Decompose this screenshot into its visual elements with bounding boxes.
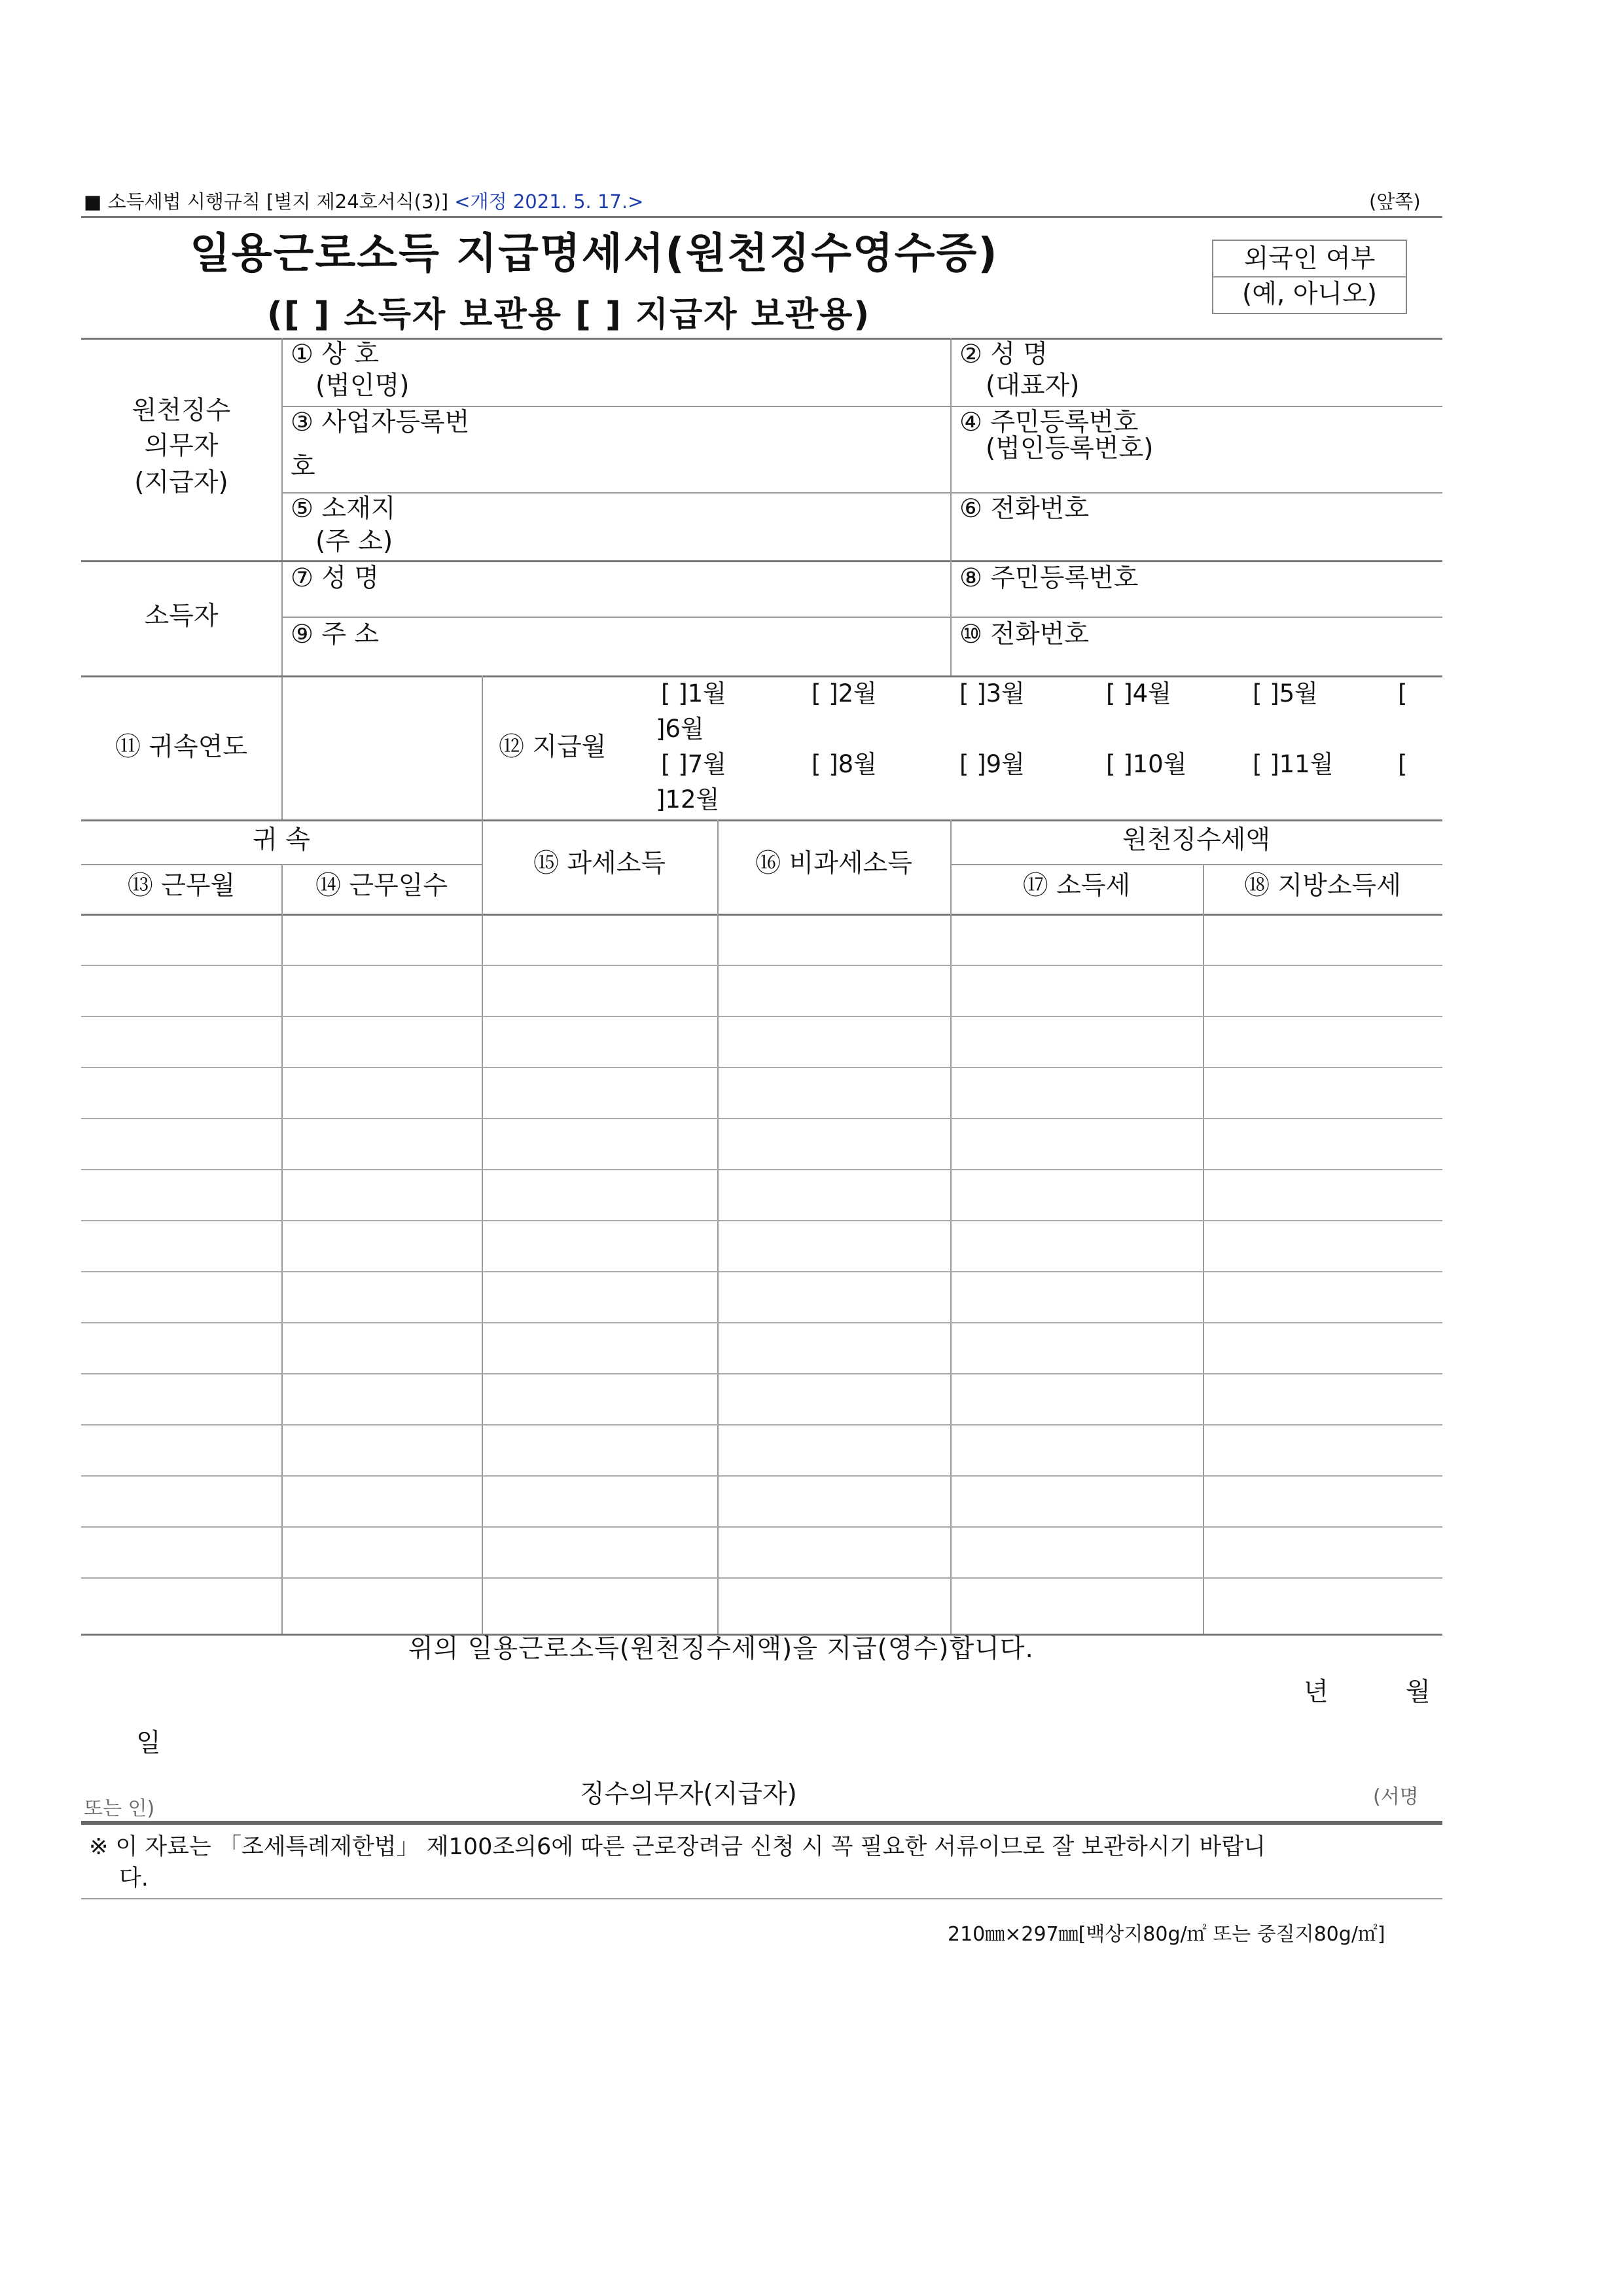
earner-section-bottom xyxy=(81,675,1442,677)
month-11[interactable]: [ ]11월 xyxy=(1253,750,1334,778)
table-row xyxy=(81,1271,1442,1272)
note-line-2: 다. xyxy=(119,1865,149,1892)
field-business-reg-no: ③ 사업자등록번 xyxy=(291,408,470,437)
field-earner-name: ⑦ 성 명 xyxy=(291,564,380,593)
field-business-reg-no-wrap: 호 xyxy=(291,452,315,482)
payer-section-bottom xyxy=(81,560,1442,562)
field-attribution-year: ⑪ 귀속연도 xyxy=(115,732,248,762)
col-divider-18 xyxy=(1203,864,1204,1634)
table-row xyxy=(81,1577,1442,1579)
table-row xyxy=(81,1016,1442,1017)
group-attribution: 귀 속 xyxy=(253,825,310,855)
table-row xyxy=(81,1067,1442,1068)
field-representative-sub: (대표자) xyxy=(986,371,1080,401)
detail-header-bottom xyxy=(81,914,1442,916)
page-side: (앞쪽) xyxy=(1369,190,1421,213)
month-6-bracket[interactable]: [ xyxy=(1398,679,1408,708)
field-earner-phone: ⑩ 전화번호 xyxy=(959,620,1090,649)
table-row xyxy=(81,1424,1442,1426)
date-month[interactable]: 월 xyxy=(1406,1677,1431,1707)
withholding-group-divider xyxy=(950,864,1442,865)
field-address-sub: (주 소) xyxy=(315,527,393,556)
month-12-bracket[interactable]: [ xyxy=(1398,750,1408,778)
field-corp-reg-no: (법인등록번호) xyxy=(986,434,1154,463)
table-row xyxy=(81,1220,1442,1221)
label-column-divider xyxy=(281,338,283,819)
col-divider-14 xyxy=(281,864,283,1634)
col-work-days: ⑭ 근무일수 xyxy=(315,871,448,901)
month-6[interactable]: ]6월 xyxy=(656,715,704,743)
foreigner-options: (예, 아니오) xyxy=(1242,279,1377,309)
field-phone: ⑥ 전화번호 xyxy=(959,494,1090,524)
earner-mid-divider xyxy=(950,560,952,675)
month-3[interactable]: [ ]3월 xyxy=(959,679,1025,708)
table-row xyxy=(81,1322,1442,1323)
payment-statement: 위의 일용근로소득(원천징수세액)을 지급(영수)합니다. xyxy=(408,1634,1034,1664)
earner-label: 소득자 xyxy=(144,601,219,631)
month-1[interactable]: [ ]1월 xyxy=(661,679,726,708)
col-nontaxable-income: ⑯ 비과세소득 xyxy=(755,849,912,878)
sign-or-seal-left: 또는 인) xyxy=(84,1797,155,1820)
col-divider-16 xyxy=(717,819,719,1634)
table-row xyxy=(81,1118,1442,1119)
foreigner-divider xyxy=(1213,276,1406,278)
form-subtitle: ([ ] 소득자 보관용 [ ] 지급자 보관용) xyxy=(267,295,871,334)
col-taxable-income: ⑮ 과세소득 xyxy=(533,849,666,878)
paper-specification: 210㎜×297㎜[백상지80g/㎡ 또는 중질지80g/㎡] xyxy=(948,1923,1385,1946)
revision-date: <개정 2021. 5. 17.> xyxy=(454,190,644,213)
payer-signature-label: 징수의무자(지급자) xyxy=(580,1780,797,1809)
payer-label-3: (지급자) xyxy=(134,468,228,497)
col-income-tax: ⑰ 소득세 xyxy=(1022,871,1131,901)
form-title: 일용근로소득 지급명세서(원천징수영수증) xyxy=(190,230,999,278)
field-resident-reg-no: ④ 주민등록번호 xyxy=(959,408,1139,437)
payer-row2-divider xyxy=(281,492,1442,493)
col-divider-17 xyxy=(950,819,952,1634)
month-10[interactable]: [ ]10월 xyxy=(1106,750,1187,778)
table-top-border xyxy=(81,338,1442,340)
month-8[interactable]: [ ]8월 xyxy=(812,750,877,778)
field-address: ⑤ 소재지 xyxy=(291,494,396,524)
field-company-name: ① 상 호 xyxy=(291,340,380,369)
field-company-name-sub: (법인명) xyxy=(315,371,410,401)
period-section-bottom xyxy=(81,819,1442,821)
col-divider-15 xyxy=(482,819,483,1634)
form-ref-text: ■ 소득세법 시행규칙 [별지 제24호서식(3)] xyxy=(84,190,449,213)
note-bottom-border xyxy=(81,1898,1442,1899)
month-2[interactable]: [ ]2월 xyxy=(812,679,877,708)
foreigner-label: 외국인 여부 xyxy=(1243,244,1376,274)
group-withholding-tax: 원천징수세액 xyxy=(1122,825,1271,855)
note-line-1: ※ 이 자료는 「조세특례제한법」 제100조의6에 따른 근로장려금 신청 시 꼭 필요한 서류이므로 잘 보관하시기 바랍니 xyxy=(89,1834,1266,1860)
field-representative: ② 성 명 xyxy=(959,340,1048,369)
month-7[interactable]: [ ]7월 xyxy=(661,750,726,778)
table-row xyxy=(81,1169,1442,1170)
table-row xyxy=(81,965,1442,966)
table-row xyxy=(81,1373,1442,1374)
payer-mid-divider xyxy=(950,338,952,560)
sign-or-seal-right: (서명 xyxy=(1373,1785,1419,1808)
field-earner-address: ⑨ 주 소 xyxy=(291,620,380,649)
form-reference xyxy=(84,187,643,214)
field-payment-month: ⑫ 지급월 xyxy=(499,732,607,762)
payer-label-2: 의무자 xyxy=(144,431,219,461)
date-day[interactable]: 일 xyxy=(136,1729,161,1758)
table-row xyxy=(81,1526,1442,1528)
header-divider xyxy=(81,216,1442,218)
period-divider-1 xyxy=(482,675,483,819)
month-9[interactable]: [ ]9월 xyxy=(959,750,1025,778)
payer-label-1: 원천징수 xyxy=(132,396,231,425)
month-12[interactable]: ]12월 xyxy=(656,785,720,814)
note-top-border xyxy=(81,1821,1442,1825)
col-work-month: ⑬ 근무월 xyxy=(127,871,236,901)
field-earner-resident-no: ⑧ 주민등록번호 xyxy=(959,564,1139,593)
month-4[interactable]: [ ]4월 xyxy=(1106,679,1171,708)
table-row xyxy=(81,1475,1442,1477)
col-local-income-tax: ⑱ 지방소득세 xyxy=(1244,871,1401,901)
date-year[interactable]: 년 xyxy=(1304,1677,1329,1707)
earner-row-divider xyxy=(281,617,1442,618)
month-5[interactable]: [ ]5월 xyxy=(1253,679,1318,708)
foreigner-box[interactable] xyxy=(1212,240,1407,314)
